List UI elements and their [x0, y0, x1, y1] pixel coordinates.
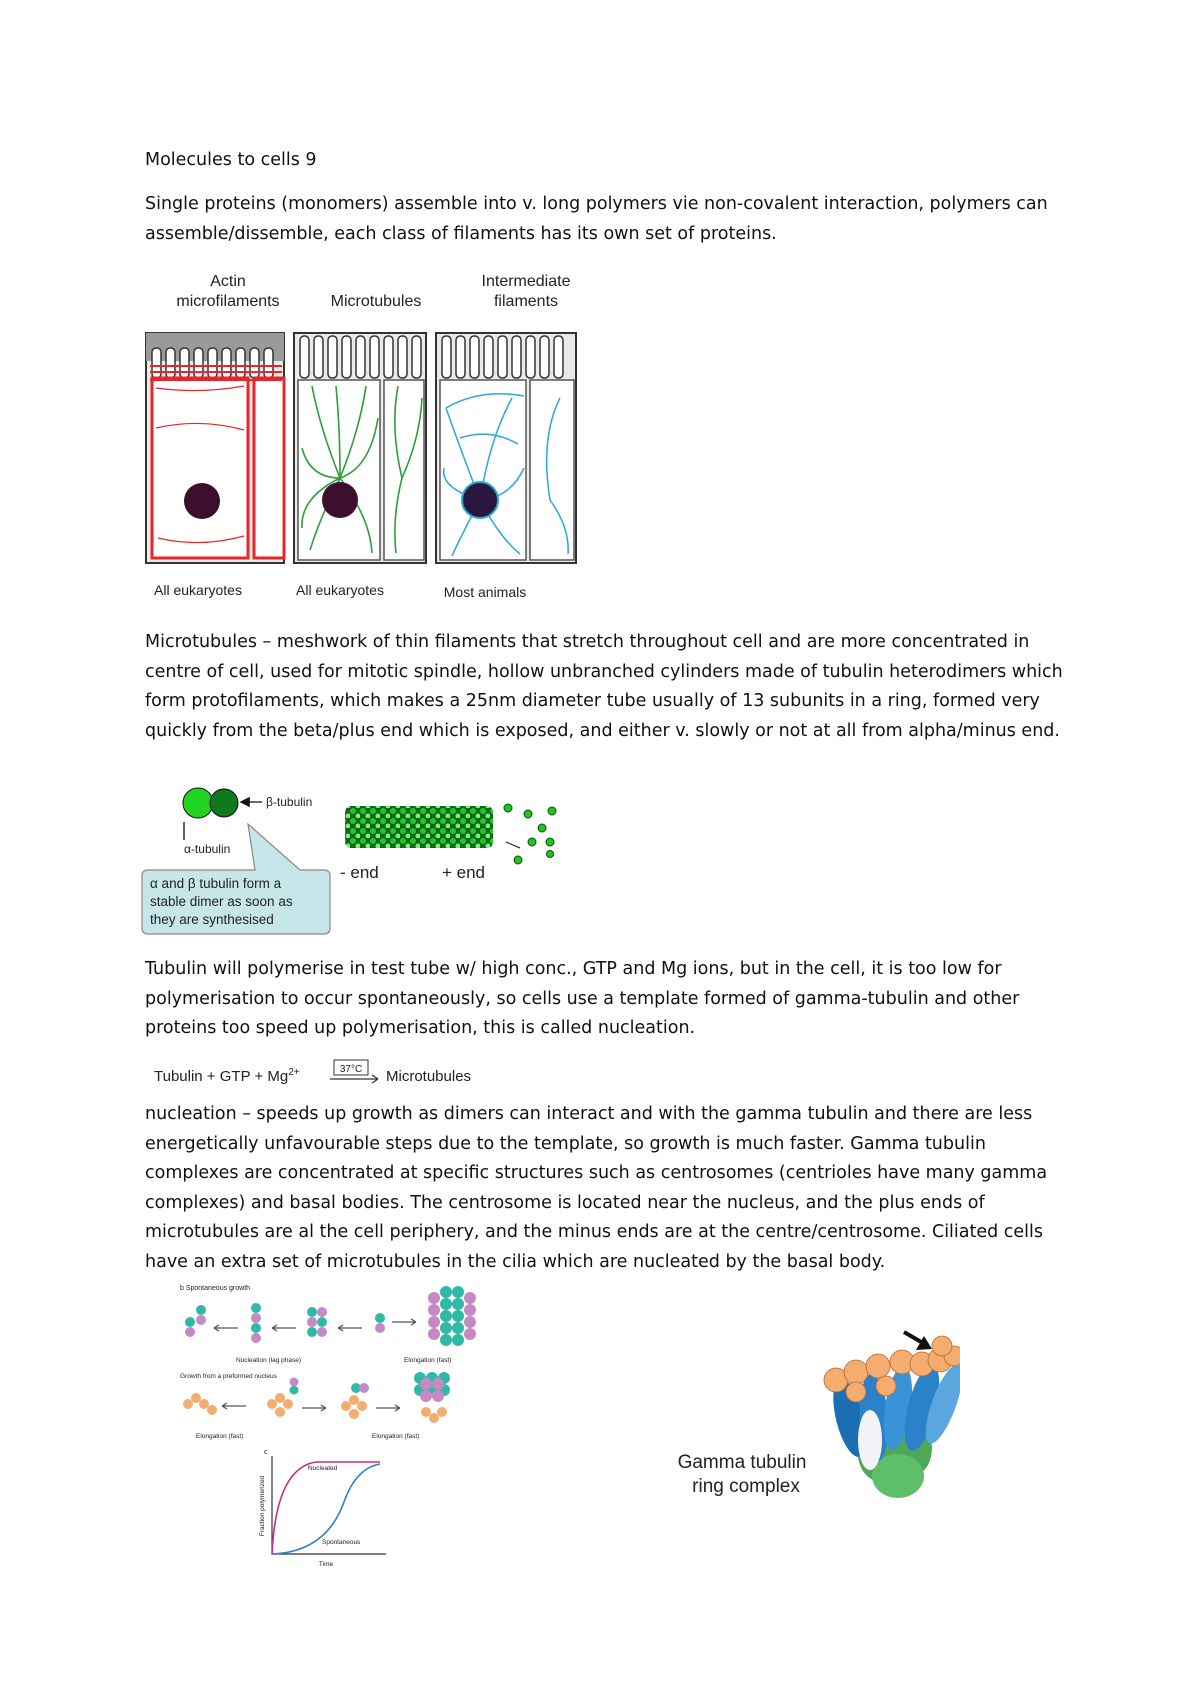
- panel-b-title: b Spontaneous growth: [180, 1285, 251, 1292]
- header-actin-line1: Actin: [210, 273, 246, 290]
- footer-intermediate: Most animals: [443, 584, 527, 600]
- tubulin-figure: [140, 778, 560, 943]
- curve-label-nucleated: Nucleated: [308, 1465, 338, 1472]
- curve-label-spontaneous: Spontaneous: [322, 1539, 361, 1546]
- gamma-label-line2: ring complex: [692, 1476, 800, 1497]
- panel-c-label: c: [264, 1449, 268, 1456]
- actin-panel: [146, 333, 284, 563]
- gamma-tubulin-figure: [660, 1322, 960, 1512]
- caption-elongation-2: Elongation (fast): [196, 1433, 244, 1440]
- footer-microtubules: All eukaryotes: [296, 582, 384, 598]
- alpha-tubulin-label: α-tubulin: [184, 842, 231, 856]
- microtubule-panel: [294, 333, 426, 563]
- beta-tubulin-icon: [210, 789, 238, 817]
- alpha-tubulin-icon: [183, 788, 213, 818]
- header-intermediate-line2: filaments: [493, 293, 559, 310]
- intermediate-panel: [436, 333, 576, 563]
- equation-reactants: Tubulin + GTP + $Mg^{2+}$: [154, 1067, 300, 1085]
- growth-ylabel: Fraction polymerized: [259, 1475, 266, 1537]
- callout-line-3: they are synthesised: [150, 912, 274, 927]
- nucleation-figure: [176, 1282, 506, 1572]
- ring-complex-model: [824, 1336, 960, 1498]
- paragraph-nucleation: nucleation – speeds up growth as dimers can interact and with the gamma tubulin and there are less energetically unfavourable steps due to the template, so growth is much faster. Gamma tubulin complexes are concentrated at specific structures such as centrosomes (centrioles have many gamma complexes) and basal bodies. The centrosome is located near the nucleus, and the plus ends of microtubules are al the cell periphery, and the minus ends are at the centre/centrosome. Ciliated cells have an extra set of microtubules in the cilia which are nucleated by the basal body.: [145, 1104, 1048, 1272]
- growth-xlabel: Time: [318, 1561, 334, 1568]
- filament-types-figure: [140, 268, 600, 608]
- paragraph-polymerisation: Tubulin will polymerise in test tube w/ high conc., GTP and Mg ions, but in the cell, it is too low for polymerisation to occur spontaneously, so cells use a template formed of gamma-tubulin and other proteins too speed up polymerisation, this is called nucleation.: [145, 959, 1020, 1038]
- page-title: Molecules to cells 9: [145, 150, 317, 170]
- equation-condition: 37°C: [339, 1064, 363, 1075]
- caption-elongation-1: Elongation (fast): [404, 1357, 452, 1364]
- header-intermediate-line1: Intermediate: [481, 273, 571, 290]
- free-dimers: [504, 804, 556, 864]
- row2-title: Growth from a preformed nucleus: [180, 1373, 277, 1380]
- caption-elongation-3: Elongation (fast): [372, 1433, 420, 1440]
- footer-actin: All eukaryotes: [154, 582, 242, 598]
- header-microtubules: Microtubules: [330, 293, 422, 310]
- gamma-label-line1: Gamma tubulin: [677, 1452, 807, 1473]
- spontaneous-row: [185, 1286, 476, 1346]
- caption-nucleation: Nucleation (lag phase): [236, 1357, 302, 1364]
- callout-line-1: α and β tubulin form a: [150, 876, 282, 891]
- minus-end-label: - end: [340, 863, 379, 882]
- callout-line-2: stable dimer as soon as: [150, 894, 293, 909]
- plus-end-label: + end: [442, 863, 486, 882]
- equation-product: Microtubules: [386, 1068, 472, 1085]
- microtubule-cylinder: [345, 806, 493, 848]
- polymerisation-equation: [150, 1056, 490, 1092]
- header-actin-line2: microfilaments: [176, 293, 280, 310]
- paragraph-microtubules: Microtubules – meshwork of thin filaments that stretch throughout cell and are more concentrated in centre of cell, used for mitotic spindle, hollow unbranched cylinders made of tubulin heterodimers which form protofilaments, which makes a 25nm diameter tube usually of 13 subunits in a ring, formed very quickly from the beta/plus end which is exposed, and either v. slowly or not at all from alpha/minus end.: [145, 632, 1063, 741]
- paragraph-monomers: Single proteins (monomers) assemble into v. long polymers vie non-covalent interaction, polymers can assemble/dissemble, each class of filaments has its own set of proteins.: [145, 194, 1048, 244]
- beta-tubulin-label: β-tubulin: [266, 795, 313, 809]
